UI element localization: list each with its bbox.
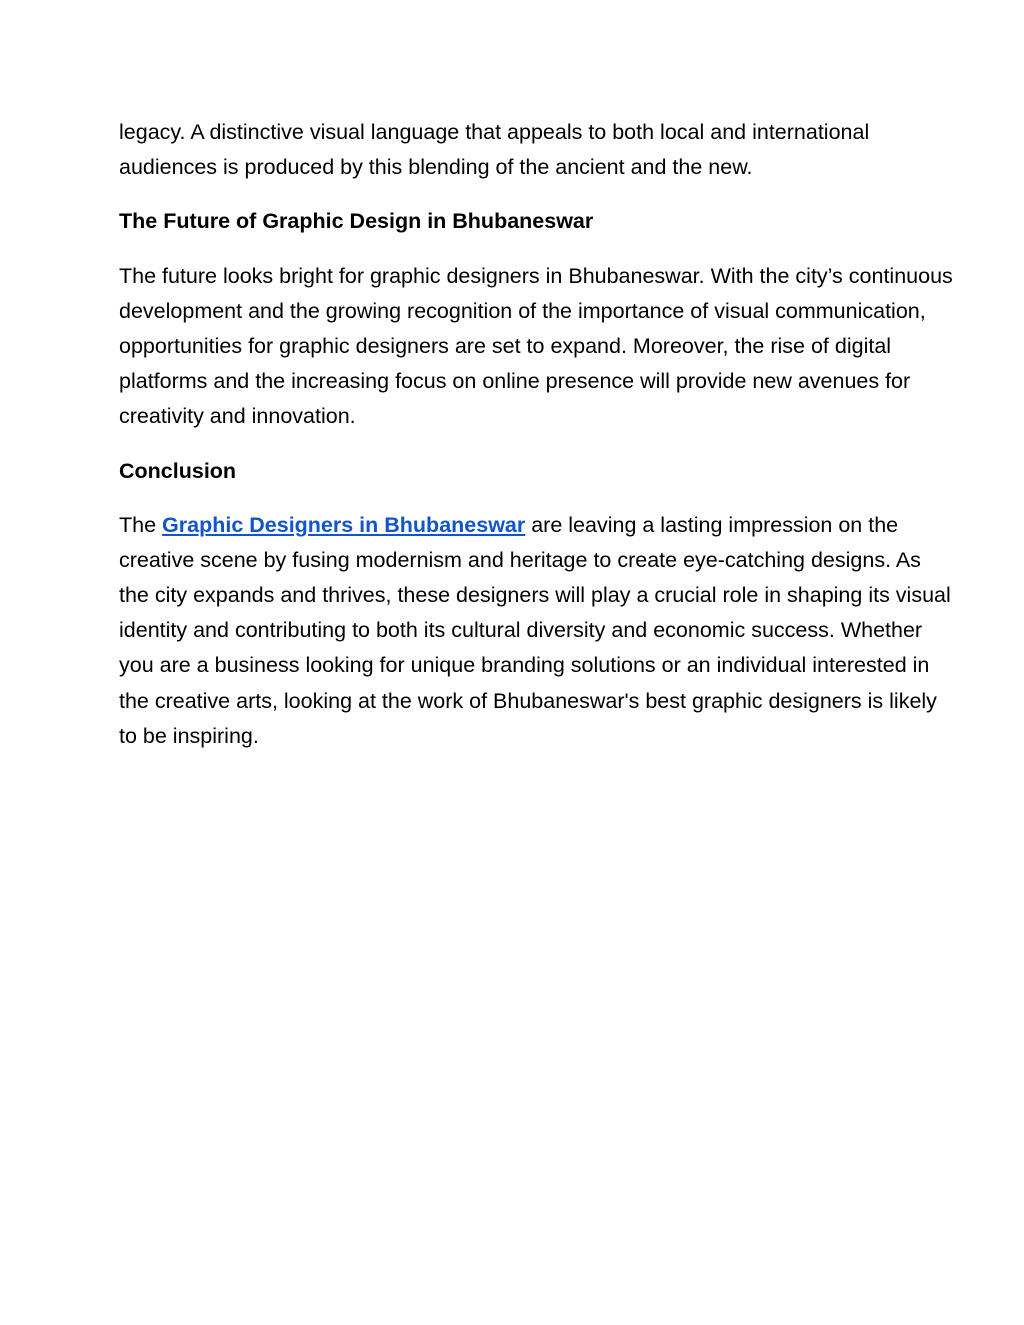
text-line: to be inspiring.	[119, 723, 259, 748]
paragraph-intro	[119, 115, 909, 185]
section-heading-future	[119, 204, 909, 239]
text-line: identity and contributing to both its cultural diversity and economic success. Whether	[119, 618, 923, 643]
text-line: you are a business looking for unique branding solutions or an individual interested in	[119, 653, 930, 678]
text-line: opportunities for graphic designers are set to expand. Moreover, the rise of digital	[119, 333, 892, 358]
text-line: creativity and innovation.	[119, 404, 356, 429]
text-line: development and the growing recognition of the importance of visual communication,	[119, 298, 926, 323]
text-line: legacy. A distinctive visual language that appeals to both local and international	[119, 120, 870, 144]
document-content	[119, 115, 953, 773]
heading-text: The Future of Graphic Design in Bhubaneswar	[119, 209, 594, 234]
text-line: the city expands and thrives, these designers will play a crucial role in shaping its visual	[119, 583, 951, 608]
text-line: platforms and the increasing focus on online presence will provide new avenues for	[119, 369, 911, 394]
paragraph-future	[119, 259, 953, 435]
paragraph-conclusion	[119, 508, 951, 754]
link-prefix-text: The	[119, 512, 163, 537]
text-line: audiences is produced by this blending of the ancient and the new.	[119, 155, 753, 180]
text-line: the creative arts, looking at the work of Bhubaneswar's best graphic designers is likely	[119, 688, 937, 713]
section-heading-conclusion	[119, 454, 909, 489]
text-line-with-link	[119, 508, 909, 543]
text-line: The future looks bright for graphic designers in Bhubaneswar. With the city’s continuous	[119, 263, 953, 288]
text-line: creative scene by fusing modernism and heritage to create eye-catching designs. As	[119, 547, 921, 572]
link-suffix-text: are leaving a lasting impression on the	[525, 512, 899, 537]
graphic-designers-link[interactable]: Graphic Designers in Bhubaneswar	[162, 512, 526, 537]
heading-text: Conclusion	[119, 458, 237, 483]
